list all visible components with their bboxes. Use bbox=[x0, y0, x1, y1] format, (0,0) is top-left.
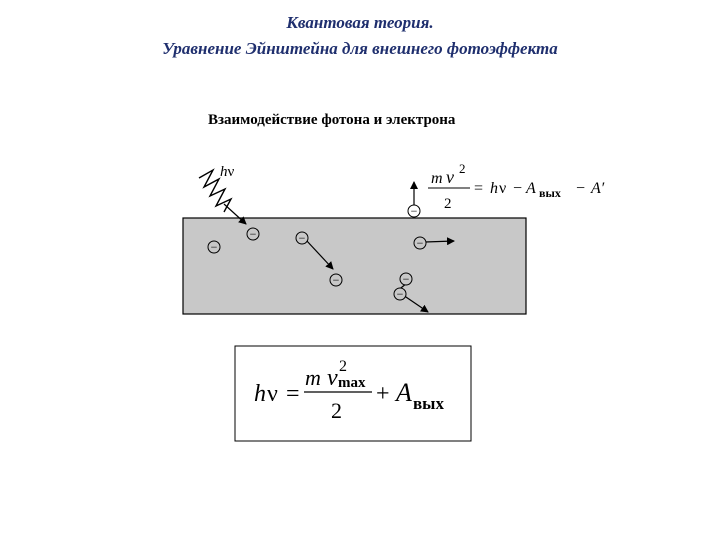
main-eq-h: h bbox=[254, 381, 266, 407]
title-line-1: Квантовая теория. bbox=[286, 13, 434, 32]
main-eq-A: A bbox=[396, 378, 412, 407]
main-eq-sub: max bbox=[338, 375, 366, 391]
small-eq-nu: ν bbox=[499, 180, 507, 197]
main-eq-A-sub: вых bbox=[413, 394, 444, 413]
svg-text:−: − bbox=[210, 240, 218, 254]
small-eq-A-sub: вых bbox=[539, 186, 561, 200]
electron bbox=[296, 231, 308, 245]
photon-label-nu: ν bbox=[227, 164, 235, 180]
main-eq-equals: = bbox=[286, 381, 300, 407]
small-eq-m: m bbox=[431, 170, 443, 187]
svg-text:−: − bbox=[249, 227, 257, 241]
diagram-subtitle: Взаимодействие фотона и электрона bbox=[208, 112, 456, 128]
small-eq-equals: = bbox=[474, 180, 484, 197]
main-eq-m: m bbox=[305, 365, 321, 390]
title-line-2: Уравнение Эйнштейна для внешнего фотоэффекта bbox=[162, 39, 558, 58]
electron bbox=[208, 240, 220, 254]
small-eq-v: v bbox=[446, 167, 454, 187]
electron bbox=[400, 272, 412, 286]
electron bbox=[394, 287, 406, 301]
svg-text:−: − bbox=[402, 272, 410, 286]
main-eq-sup: 2 bbox=[339, 358, 347, 375]
small-eq-h: h bbox=[490, 180, 498, 197]
svg-text:−: − bbox=[396, 287, 404, 301]
main-eq-nu: ν bbox=[267, 381, 278, 407]
svg-text:−: − bbox=[416, 236, 424, 250]
svg-text:−: − bbox=[410, 204, 418, 218]
main-eq-v: v bbox=[327, 365, 338, 391]
photon-label-h: h bbox=[220, 164, 228, 180]
electron bbox=[414, 236, 426, 250]
small-eq-minus-2: − bbox=[576, 180, 586, 197]
small-eq-A-prime: A′ bbox=[591, 180, 605, 197]
electron bbox=[408, 204, 420, 218]
small-eq-sup: 2 bbox=[459, 161, 466, 176]
small-equation bbox=[428, 161, 605, 212]
main-eq-plus: + bbox=[376, 381, 390, 407]
main-eq-denominator: 2 bbox=[331, 398, 342, 423]
photon-label bbox=[220, 164, 235, 180]
svg-text:−: − bbox=[332, 273, 340, 287]
small-eq-A: A bbox=[526, 180, 536, 197]
small-eq-denominator: 2 bbox=[444, 196, 452, 212]
svg-text:−: − bbox=[298, 231, 306, 245]
small-eq-minus-1: − bbox=[513, 180, 523, 197]
electron bbox=[247, 227, 259, 241]
metal-plate bbox=[183, 218, 526, 314]
electron bbox=[330, 273, 342, 287]
